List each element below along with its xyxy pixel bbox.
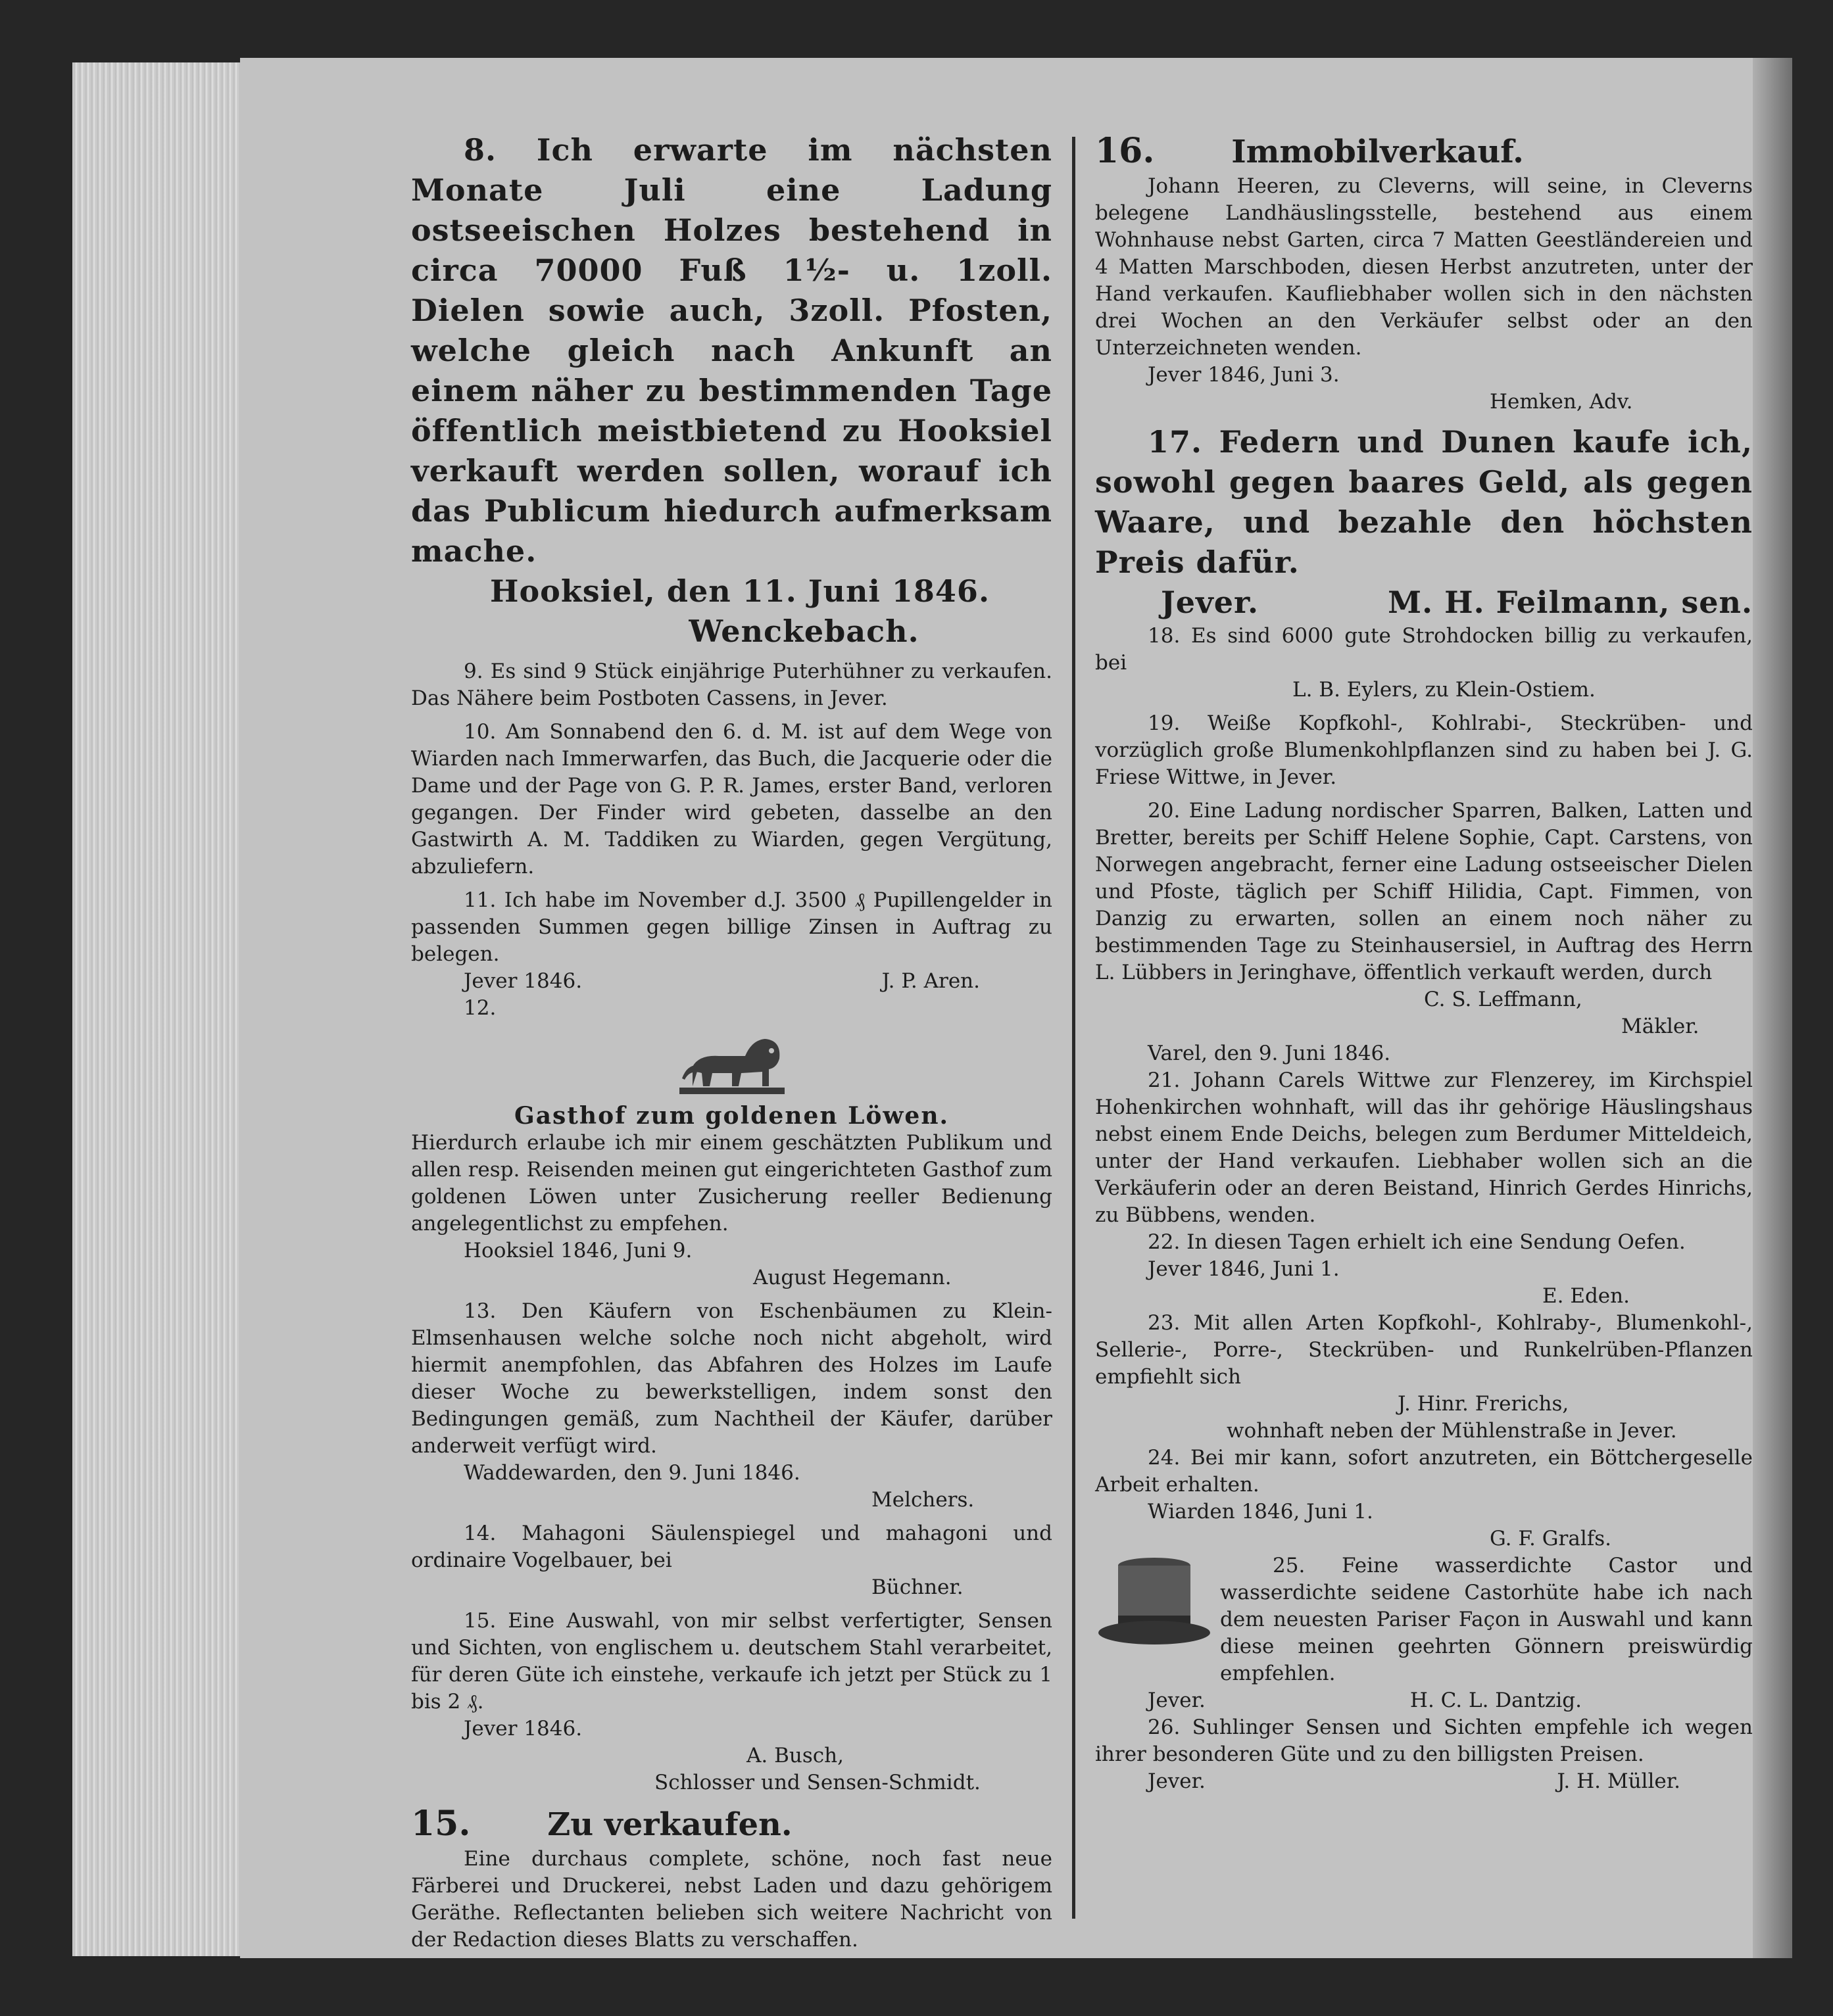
- ad-24-place: Wiarden 1846, Juni 1.: [1148, 1500, 1373, 1524]
- ad-17-text: 17. Federn und Dunen kaufe ich, sowohl gegen baares Geld, als gegen Waare, und bezahle den höchsten Preis dafür.: [1095, 424, 1753, 580]
- ad-22-text: 22. In diesen Tagen erhielt ich eine Sendung Oefen.: [1148, 1230, 1686, 1254]
- ad-22-signature: E. Eden.: [1542, 1284, 1630, 1308]
- ad-11-signature: J. P. Aren.: [881, 969, 980, 993]
- ad-16-heading-line: [1095, 130, 1753, 173]
- ad-23-signature-address: wohnhaft neben der Mühlenstraße in Jever.: [1227, 1419, 1677, 1443]
- ad-13-place: Waddewarden, den 9. Juni 1846.: [464, 1461, 800, 1485]
- ad-24-text: 24. Bei mir kann, sofort anzutreten, ein Böttchergeselle Arbeit erhalten.: [1095, 1446, 1753, 1497]
- ad-10-text: 10. Am Sonnabend den 6. d. M. ist auf dem Wege von Wiarden nach Immerwarfen, das Buch, die Jacquerie oder die Dame und der Page von G. P. R. James, erster Band, verloren gegangen. Der Finder wird gebeten, dasselbe an den Gastwirth A. M. Taddiken zu Wiarden, gegen Vergütung, abzuliefern.: [411, 720, 1052, 878]
- top-hat-icon: [1095, 1552, 1213, 1651]
- ad-18-text: 18. Es sind 6000 gute Strohdocken billig zu verkaufen, bei: [1095, 624, 1753, 675]
- ad-12-number: 12.: [464, 996, 497, 1020]
- ad-17-footer: [1095, 583, 1753, 623]
- right-column: [1095, 130, 1753, 1795]
- ad-26-place: Jever.: [1148, 1769, 1206, 1793]
- ad-15a-place: Jever 1846.: [464, 1717, 583, 1740]
- ad-14-signature: Büchner.: [871, 1575, 964, 1599]
- ad-11-text: 11. Ich habe im November d.J. 3500 ₰ Pupillengelder in passenden Summen gegen billige Zinsen in Auftrag zu belegen.: [411, 888, 1052, 966]
- ad-15b-text: Eine durchaus complete, schöne, noch fast neue Färberei und Druckerei, nebst Laden und dazu gehörigem Geräthe. Reflectanten belieben sich weitere Nachricht von der Redaction dieses Blatts zu verschaffen.: [411, 1847, 1052, 1952]
- ad-8-place: Hooksiel, den 11. Juni 1846.: [490, 573, 990, 609]
- ad-20-signature-title: Mäkler.: [1621, 1015, 1699, 1038]
- ad-23-text: 23. Mit allen Arten Kopfkohl-, Kohlraby-, Blumenkohl-, Sellerie-, Porre-, Steckrüben- und Runkelrüben-Pflanzen empfiehlt sich: [1095, 1311, 1753, 1389]
- page-stack-edge: [72, 62, 243, 1956]
- column-divider: [1072, 137, 1075, 1919]
- ad-20-text: 20. Eine Ladung nordischer Sparren, Balken, Latten und Bretter, bereits per Schiff Helene Sophie, Capt. Carstens, von Norwegen angebracht, ferner eine Ladung ostseeischer Dielen und Pfoste, täglich per Schiff Hilidia, Capt. Fimmen, von Danzig zu erwarten, sollen an einem noch näher zu bestimmenden Tage zu Steinhausersiel, in Auftrag des Herrn L. Lübbers in Jeringhave, öffentlich verkauft werden, durch: [1095, 799, 1753, 984]
- newspaper-page: [240, 58, 1792, 1958]
- ad-15a-signature-trade: Schlosser und Sensen-Schmidt.: [654, 1771, 981, 1794]
- lion-icon: [673, 1027, 791, 1099]
- ad-16-number: 16.: [1095, 131, 1155, 171]
- ad-25-signature: H. C. L. Dantzig.: [1409, 1689, 1582, 1712]
- ad-20-place: Varel, den 9. Juni 1846.: [1148, 1042, 1391, 1065]
- left-column: [411, 130, 1052, 1954]
- ad-22-place: Jever 1846, Juni 1.: [1148, 1257, 1340, 1281]
- ad-25-place: Jever.: [1148, 1689, 1206, 1712]
- ad-15b-number: 15.: [411, 1804, 471, 1844]
- ad-24-signature: G. F. Gralfs.: [1490, 1527, 1611, 1550]
- ad-16-signature: Hemken, Adv.: [1490, 390, 1633, 414]
- ad-8-signature: Wenckebach.: [689, 613, 919, 649]
- ad-19-text: 19. Weiße Kopfkohl-, Kohlrabi-, Steckrüben- und vorzüglich große Blumenkohlpflanzen sind zu haben bei J. G. Friese Wittwe, in Jever.: [1095, 711, 1753, 789]
- ad-12-signature: August Hegemann.: [753, 1266, 952, 1289]
- ad-15a-signature: A. Busch,: [746, 1744, 844, 1767]
- ad-15b-heading: Zu verkaufen.: [547, 1806, 793, 1843]
- ad-26-signature: J. H. Müller.: [1557, 1769, 1680, 1793]
- ad-12-text: Hierdurch erlaube ich mir einem geschätzten Publikum und allen resp. Reisenden meinen gut eingerichteten Gasthof zum goldenen Löwen unter Zusicherung reeller Bedienung angelegentlichst zu empfehen.: [411, 1131, 1052, 1236]
- ad-20-signature: C. S. Leffmann,: [1424, 988, 1582, 1011]
- ad-12-place: Hooksiel 1846, Juni 9.: [464, 1239, 693, 1262]
- ad-11-footer: [411, 968, 1052, 995]
- ad-23-signature: J. Hinr. Frerichs,: [1398, 1392, 1569, 1416]
- ad-14-text: 14. Mahagoni Säulenspiegel und mahagoni und ordinaire Vogelbauer, bei: [411, 1522, 1052, 1572]
- ad-11-place: Jever 1846.: [464, 969, 583, 993]
- ad-16-place: Jever 1846, Juni 3.: [1148, 363, 1340, 387]
- page-gutter-shadow: [1753, 58, 1792, 1958]
- ad-12-title: Gasthof zum goldenen Löwen.: [514, 1102, 950, 1130]
- ad-13-text: 13. Den Käufern von Eschenbäumen zu Klein-Elmsenhausen welche solche noch nicht abgeholt, wird hiermit anempfohlen, das Abfahren des Holzes im Laufe dieser Woche zu bewerkstelligen, indem sonst den Bedingungen gemäß, zum Nachtheil der Käufer, darüber anderweit verfügt wird.: [411, 1299, 1052, 1458]
- ad-26-text: 26. Suhlinger Sensen und Sichten empfehle ich wegen ihrer besonderen Güte und zu den billigsten Preisen.: [1095, 1716, 1753, 1766]
- ad-16-heading: Immobilverkauf.: [1231, 133, 1524, 170]
- ad-25-text: 25. Feine wasserdichte Castor und wasserdichte seidene Castorhüte habe ich nach dem neuesten Pariser Façon in Auswahl und kann diese meinen geehrten Gönnern preiswürdig empfehlen.: [1220, 1554, 1753, 1685]
- ad-17-signature: M. H. Feilmann, sen.: [1388, 585, 1753, 620]
- ad-9-text: 9. Es sind 9 Stück einjährige Puterhühner zu verkaufen. Das Nähere beim Postboten Cassens, in Jever.: [411, 660, 1052, 710]
- ad-15a-text: 15. Eine Auswahl, von mir selbst verfertigter, Sensen und Sichten, von englischem u. deutschem Stahl verarbeitet, für deren Güte ich einstehe, verkaufe ich jetzt per Stück zu 1 bis 2 ₰.: [411, 1609, 1052, 1714]
- ad-18-signature: L. B. Eylers, zu Klein-Ostiem.: [1292, 678, 1596, 702]
- ad-25-block: [1095, 1552, 1753, 1687]
- ad-8-text: 8. Ich erwarte im nächsten Monate Juli eine Ladung ostseeischen Holzes bestehend in circa 70000 Fuß 1½- u. 1zoll. Dielen sowie auch, 3zoll. Pfosten, welche gleich nach Ankunft an einem näher zu bestimmenden Tage öffentlich meistbietend zu Hooksiel verkauft werden sollen, worauf ich das Publicum hiedurch aufmerksam mache.: [411, 132, 1052, 569]
- ad-17-place: Jever.: [1161, 585, 1259, 620]
- ad-13-signature: Melchers.: [871, 1488, 975, 1512]
- ad-15b-heading-line: [411, 1803, 1052, 1846]
- ad-25-footer: [1095, 1687, 1753, 1714]
- ad-21-text: 21. Johann Carels Wittwe zur Flenzerey, im Kirchspiel Hohenkirchen wohnhaft, will das ihr gehörige Häuslingshaus nebst einem Ende Deichs, belegen zum Berdumer Mitteldeich, unter der Hand verkaufen. Liebhaber wollen sich an die Verkäuferin oder an deren Beistand, Hinrich Gerdes Hinrichs, zu Bübbens, wenden.: [1095, 1068, 1753, 1227]
- ad-16-text: Johann Heeren, zu Cleverns, will seine, in Cleverns belegene Landhäuslingsstelle, bestehend aus einem Wohnhause nebst Garten, circa 7 Matten Geestländereien und 4 Matten Marschboden, diesen Herbst anzutreten, unter der Hand verkaufen. Kaufliebhaber wollen sich in den nächsten drei Wochen an den Verkäufer selbst oder an den Unterzeichneten wenden.: [1095, 174, 1753, 360]
- ad-26-footer: [1095, 1768, 1753, 1795]
